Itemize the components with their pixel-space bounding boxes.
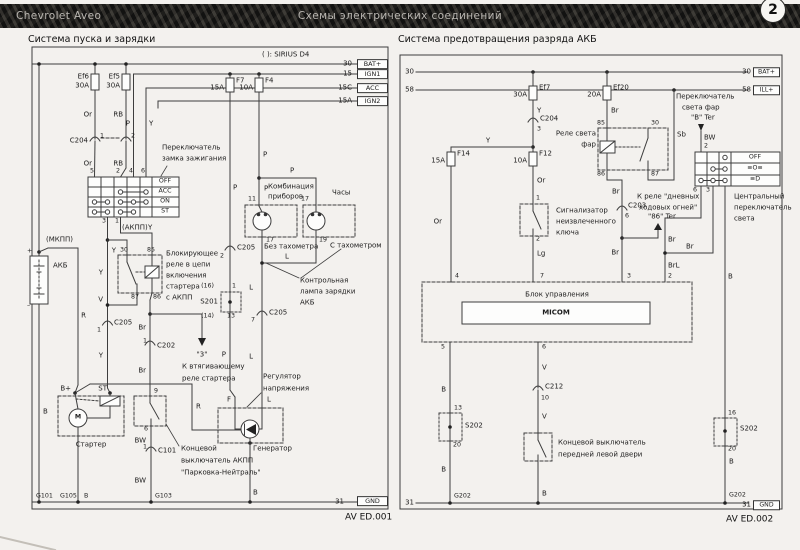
wire-color: Y xyxy=(98,351,103,360)
generator-symbol xyxy=(218,408,283,502)
fuse-ef6 xyxy=(91,74,99,90)
diagram-label: 87 xyxy=(131,293,140,301)
diagram-label: 2 xyxy=(219,252,224,260)
terminal-box-gnd: GND xyxy=(753,500,780,510)
wire-color: V xyxy=(98,295,103,304)
connector-label: C202 xyxy=(157,341,176,350)
diagram-label: (14) xyxy=(201,312,214,320)
regulator-label: Регулятор xyxy=(263,372,301,381)
wire-color: Br xyxy=(612,187,620,196)
key-warning-label: Сигнализатор xyxy=(556,206,608,215)
solenoid-ref: "3" xyxy=(196,350,208,359)
page-number-badge: 2 xyxy=(760,0,786,23)
wire-color: R xyxy=(196,402,201,411)
diagram-label: 6 xyxy=(692,186,697,194)
wire-color: P xyxy=(290,166,295,175)
wire-color: P xyxy=(264,184,269,193)
diagram-label: 6 xyxy=(542,343,547,351)
diagram-label: ST xyxy=(161,207,169,215)
diagram-label: 85 xyxy=(147,246,156,254)
diagram-label: 30 xyxy=(651,119,660,127)
diagram-label: 30 xyxy=(742,67,751,76)
ground-label: G103 xyxy=(155,492,172,500)
header-left-title: Chevrolet Aveo xyxy=(16,10,102,22)
diagram-label: 1 xyxy=(536,194,541,202)
battery-label: АКБ xyxy=(53,261,68,270)
right-bus-lines xyxy=(416,72,748,90)
drl-note: К реле "дневных xyxy=(637,192,700,201)
fuse-label: Ef20 xyxy=(613,83,629,92)
fuse-f7 xyxy=(226,78,234,92)
wire-color: B xyxy=(84,492,89,500)
diagram-label: 1 xyxy=(142,337,147,345)
connector-label: C101 xyxy=(158,446,177,455)
clock-lamp xyxy=(303,205,355,237)
diagram-label: 2 xyxy=(668,272,673,280)
fuse-label: Ef5 xyxy=(108,72,120,81)
wire-color: Br xyxy=(138,323,146,332)
wire-color: Br xyxy=(611,248,619,257)
connector-label: C203 xyxy=(628,201,647,210)
diagram-label: выключатель АКПП xyxy=(181,456,254,465)
right-ground-bus xyxy=(416,501,748,505)
diagram-label: 16 xyxy=(728,409,737,417)
diagram-label: 20 xyxy=(728,445,737,453)
wire-color: Y xyxy=(98,268,103,277)
ground-label: G202 xyxy=(454,492,471,500)
diagram-label: 3 xyxy=(705,186,710,194)
pn-switch-symbol xyxy=(134,396,166,426)
wire-color: R xyxy=(81,311,86,320)
wire-color: Or xyxy=(83,110,92,119)
wire-color: L xyxy=(249,283,253,292)
diagram-label: стартера xyxy=(166,282,200,291)
diagram-label: передней левой двери xyxy=(558,450,643,459)
connector-label: C205 xyxy=(269,308,288,317)
wire-color: L xyxy=(285,252,289,261)
diagram-label: 6 xyxy=(625,212,630,220)
diagram-label: 3 xyxy=(537,125,542,133)
wire-color: P xyxy=(221,350,226,359)
diagram-label: 4 xyxy=(128,167,134,175)
terminal-box-bat: BAT+ xyxy=(357,59,388,69)
bus-15c-label: 15C xyxy=(338,83,352,92)
door-switch-symbol xyxy=(524,433,552,461)
bus-31-label: 31 xyxy=(335,497,344,506)
wire-color: BrL xyxy=(668,261,680,270)
fuse-f4 xyxy=(255,78,263,92)
terminal-box-gnd: GND xyxy=(357,496,388,506)
header-center-title: Схемы электрических соединений xyxy=(297,10,503,22)
diagram-label: 7 xyxy=(540,272,545,280)
diagram-label: ходовых огней" xyxy=(639,203,698,212)
doc-number-left: AV ED.001 xyxy=(345,512,393,523)
diagram-label: 5 xyxy=(89,167,95,175)
wire-color: Lg xyxy=(537,249,546,258)
fuse-label: Ef6 xyxy=(77,72,89,81)
wire-color: BW xyxy=(134,436,146,445)
diagram-label: 11 xyxy=(247,195,256,203)
doc-number-right: AV ED.002 xyxy=(726,514,774,525)
diagram-label: 6 xyxy=(140,167,146,175)
splice-label: S202 xyxy=(740,424,758,433)
diagram-label: "86" Ter xyxy=(648,212,676,221)
diagram-label: 17 xyxy=(300,195,309,203)
wire-color: Br xyxy=(668,235,676,244)
diagram-label: 5 xyxy=(440,343,445,351)
terminal-box-acc: ACC xyxy=(357,83,388,93)
diagram-label: реле стартера xyxy=(182,374,236,383)
diagram-label: 20 xyxy=(453,441,462,449)
connector-label: C205 xyxy=(237,243,256,252)
diagram-label: К втягивающему xyxy=(182,362,245,371)
ground-label: G202 xyxy=(729,491,746,499)
wire-color: Br xyxy=(611,106,619,115)
diagram-label: напряжения xyxy=(263,384,310,393)
diagram-label: OFF xyxy=(158,177,172,185)
diagram-label: "B" Ter xyxy=(691,113,715,122)
splice-label: S201 xyxy=(200,297,218,306)
fuse-label: F7 xyxy=(236,76,245,85)
wire-color: BW xyxy=(134,476,146,485)
terminal-letter: B+ xyxy=(60,384,71,393)
control-unit-label: Блок управления xyxy=(525,290,589,299)
ignition-switch-label: Переключатель xyxy=(162,143,221,152)
ground-label: G105 xyxy=(60,492,77,500)
fuse-rating: 30A xyxy=(106,81,120,90)
ground-label: G101 xyxy=(36,492,53,500)
wire-color: B xyxy=(43,407,48,416)
drl-arrow xyxy=(622,223,662,238)
wire-color: B xyxy=(542,489,547,498)
battery-plus: + xyxy=(27,247,33,255)
diagram-label: 10 xyxy=(541,394,550,402)
bus-15-label: 15 xyxy=(343,69,352,78)
door-switch-label: Концевой выключатель xyxy=(558,438,646,447)
starter-label: Стартер xyxy=(75,440,107,449)
light-switch-label: Центральный xyxy=(734,192,785,201)
diagram-label: 86 xyxy=(596,170,605,178)
wire-color: Or xyxy=(83,159,92,168)
fuse-ef20 xyxy=(603,86,611,100)
fuse-rating: 10A xyxy=(239,83,253,92)
fuse-label: F4 xyxy=(265,76,274,85)
diagram-label: ON xyxy=(160,197,170,205)
fuse-label: F14 xyxy=(457,149,470,158)
bus-30-label: 30 xyxy=(405,67,414,76)
micom-label: MICOM xyxy=(542,308,570,317)
headlamp-switch-note: Переключатель xyxy=(676,92,735,101)
diagram-label: 87 xyxy=(651,170,660,178)
diagram-label: 3 xyxy=(627,272,632,280)
diagram-label: ≡D xyxy=(749,175,761,183)
wire-color: Br xyxy=(686,242,694,251)
diagram-label: ключа xyxy=(556,228,580,237)
diagram-label: 1 xyxy=(100,132,105,140)
motor-letter: M xyxy=(74,413,82,421)
terminal-box-bat: BAT+ xyxy=(753,67,780,77)
battery-minus: – xyxy=(27,302,31,310)
diagram-label: "Парковка-Нейтраль" xyxy=(181,468,261,477)
bus-31-label: 31 xyxy=(742,500,751,509)
diagram-label: приборов xyxy=(268,192,304,201)
fuse-ef7 xyxy=(529,86,537,100)
battery-symbol xyxy=(30,256,48,304)
fuse-ef5 xyxy=(122,74,130,90)
fuse-f14 xyxy=(447,152,455,166)
wire-color: Or xyxy=(433,217,442,226)
wire-color: B xyxy=(729,457,734,466)
fuse-f12 xyxy=(529,152,537,166)
diagram-label: 3 xyxy=(101,217,107,225)
diagram-label: 13 xyxy=(454,404,463,412)
wire-color: Sb xyxy=(677,130,686,139)
relay-label: Блокирующее xyxy=(166,249,219,258)
wire-color: L xyxy=(249,352,253,361)
variant-label: Без тахометра xyxy=(264,242,319,251)
fuse-label: Ef7 xyxy=(539,83,551,92)
wire-color: P xyxy=(125,119,130,128)
diagram-label: 7 xyxy=(250,316,255,324)
terminal-box-ill: ILL+ xyxy=(753,85,780,95)
wire-color: RB xyxy=(113,159,123,168)
diagram-label: фар xyxy=(581,140,596,149)
wire-color: P xyxy=(263,150,268,159)
diagram-label: 9 xyxy=(154,387,159,395)
connector-label: C205 xyxy=(114,318,133,327)
diagram-label: включения xyxy=(166,271,207,280)
connector-c204-left xyxy=(90,137,131,141)
diagram-label: (16) xyxy=(201,282,214,290)
diagram-label: 86 xyxy=(153,293,162,301)
wire-color: Y xyxy=(149,119,154,128)
diagram-label: 85 xyxy=(596,119,605,127)
wire-color: Y xyxy=(485,136,491,145)
fuse-rating: 15A xyxy=(431,156,445,165)
page-curl-shadow xyxy=(0,537,55,550)
wire-color: V xyxy=(542,363,547,372)
fuse-rating: 15A xyxy=(210,83,224,92)
wire-color: Or xyxy=(537,176,546,185)
diagram-label: с АКПП xyxy=(166,293,193,302)
fuse-rating: 20A xyxy=(587,90,601,99)
fuse-label: F12 xyxy=(539,149,552,158)
diagram-label: неизвлеченного xyxy=(556,217,616,226)
diagram-label: лампа зарядки xyxy=(300,287,356,296)
variant-label: С тахометром xyxy=(330,241,382,250)
diagram-label: 58 xyxy=(742,85,751,94)
clock-label: Часы xyxy=(332,188,351,197)
diagram-label: АКБ xyxy=(300,298,315,307)
diagram-label: 2 xyxy=(704,142,709,150)
headlamp-relay-symbol xyxy=(598,128,668,170)
at-note: (АКПП) xyxy=(122,223,148,232)
bus-30-label: 30 xyxy=(343,59,352,68)
diagram-label: ≡O≡ xyxy=(747,164,763,172)
splice-s201 xyxy=(221,292,241,312)
bus-58-label: 58 xyxy=(405,85,414,94)
wire-color: B xyxy=(441,465,446,474)
terminal-box-ign1: IGN1 xyxy=(357,69,388,79)
wire-color: B xyxy=(253,488,258,497)
diagram-label: света фар xyxy=(682,103,720,112)
light-switch-table xyxy=(695,152,780,186)
diagram-label: ACC xyxy=(158,187,172,195)
variant-note: ( ): SIRIUS D4 xyxy=(262,50,310,59)
diagram-label: света xyxy=(734,214,755,223)
wire-color: Y xyxy=(111,246,116,255)
diagram-label: 2 xyxy=(131,132,136,140)
key-warning-switch xyxy=(520,204,548,236)
diagram-label: 2 xyxy=(115,167,121,175)
headlamp-relay-label: Реле света xyxy=(555,129,596,138)
diagram-label: реле в цепи xyxy=(166,260,211,269)
charge-lamp-label: Контрольная xyxy=(300,276,349,285)
terminal-box-ign2: IGN2 xyxy=(357,96,388,106)
diagram-label: 1 xyxy=(96,326,101,334)
diagram-label: 13 xyxy=(227,312,236,320)
connector-label: C204 xyxy=(69,136,88,145)
diagram-label: 1 xyxy=(142,443,147,451)
wire-color: B xyxy=(441,385,446,394)
fuse-rating: 30A xyxy=(75,81,89,90)
diagram-label: переключатель xyxy=(734,203,792,212)
diagram-label: замка зажигания xyxy=(162,154,227,163)
diagram-label: 6 xyxy=(143,425,148,433)
diagram-label: 30 xyxy=(120,246,129,254)
diagram-label: 19 xyxy=(319,236,328,244)
generator-label: Генератор xyxy=(253,444,292,453)
diagram-label: 1 xyxy=(114,217,120,225)
diagram-label: 4 xyxy=(455,272,460,280)
terminal-letter: L xyxy=(267,395,271,404)
diagram-label: 1 xyxy=(232,282,237,290)
terminal-letter: ST xyxy=(98,384,107,393)
wire-color: BW xyxy=(704,133,716,142)
mt-note: (МКПП) xyxy=(46,235,73,244)
diagram-label: OFF xyxy=(748,153,762,161)
wire-color: P xyxy=(233,183,238,192)
connector-label: C204 xyxy=(540,114,559,123)
section-title-right: Система предотвращения разряда АКБ xyxy=(398,34,597,46)
wire-color: V xyxy=(542,412,547,421)
wire-color: B xyxy=(728,272,733,281)
wire-color: Y xyxy=(537,106,542,115)
bus-31-label: 31 xyxy=(405,498,414,507)
cluster-label: Комбинация xyxy=(268,182,314,191)
fuse-rating: 10A xyxy=(513,156,527,165)
wire-color: RB xyxy=(113,110,123,119)
instrument-cluster-lamp xyxy=(245,205,297,237)
diagram-label: 2 xyxy=(536,235,541,243)
wire-color: Br xyxy=(138,366,146,375)
splice-label: S202 xyxy=(465,421,483,430)
terminal-letter: F xyxy=(226,395,231,404)
fuse-rating: 30A xyxy=(513,90,527,99)
bus-15a-label: 15A xyxy=(338,96,352,105)
section-title-left: Система пуска и зарядки xyxy=(28,34,156,46)
diagram-label: 17 xyxy=(266,236,275,244)
pn-switch-label: Концевой xyxy=(181,444,217,453)
blocking-relay-symbol xyxy=(118,255,162,293)
connector-label: C212 xyxy=(545,382,564,391)
wire-color: Y xyxy=(148,223,153,232)
